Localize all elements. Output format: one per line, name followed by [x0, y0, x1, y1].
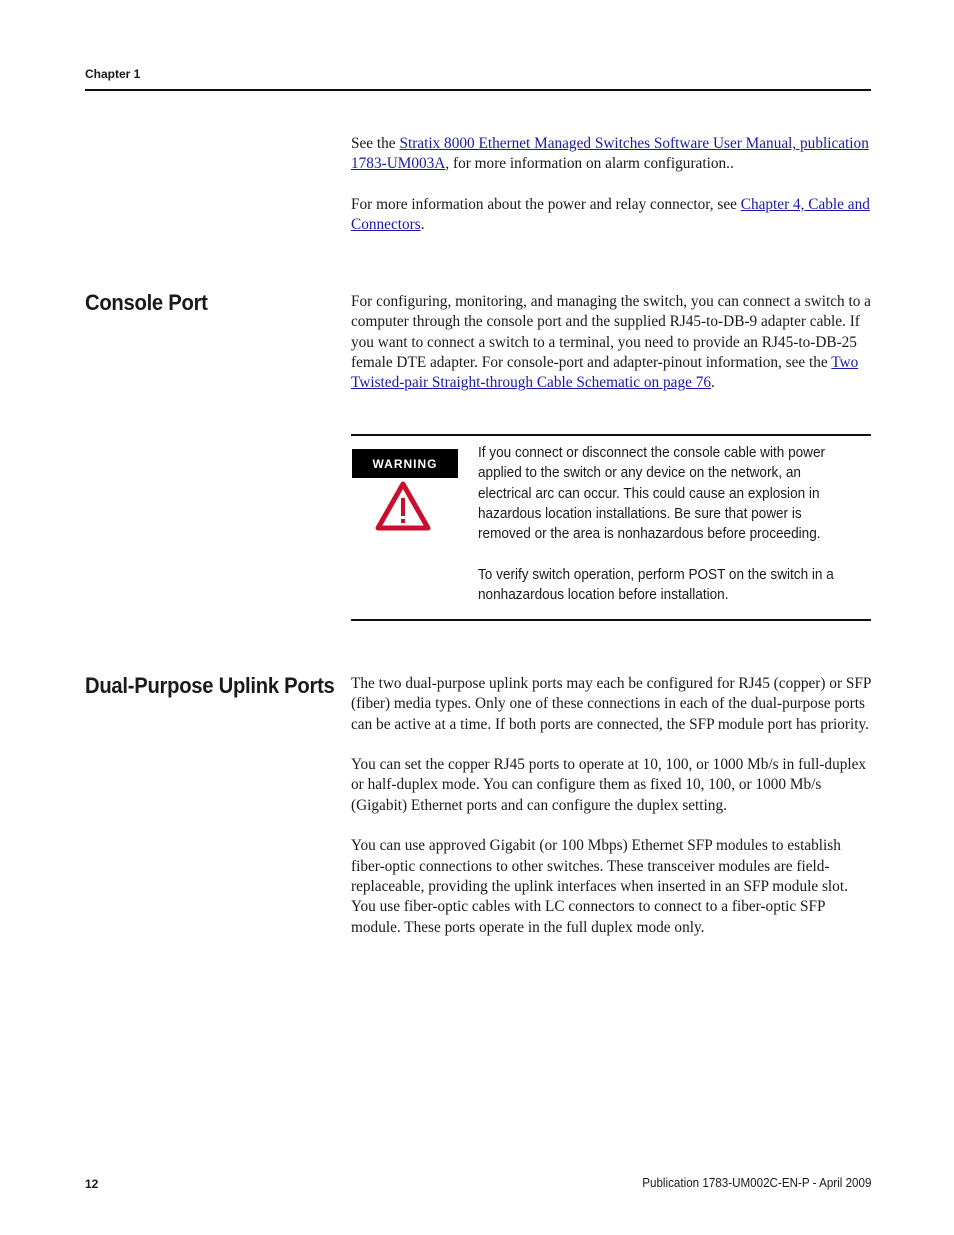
warning-text [478, 443, 845, 605]
chapter-4-link[interactable]: Chapter 4, Cable and Connectors [351, 195, 870, 233]
console-port-body [351, 292, 871, 393]
text: For configuring, monitoring, and managing the switch, you can connect a switch to a computer through the console port and the supplied RJ45-to-DB-9 adapter cable. If you want to connect a switch to a terminal, you need to provide an RJ45-to-DB-25 female DTE adapter. For console-port and adapter-pinout information, see the [351, 293, 871, 371]
software-manual-link[interactable]: Stratix 8000 Ethernet Managed Switches Software User Manual, publication 1783-UM003A [351, 135, 869, 173]
warning-paragraph-2: To verify switch operation, perform POST on the switch in a nonhazardous location before installation. [478, 566, 834, 604]
uplink-ports-body [351, 674, 871, 938]
uplink-paragraph-3: You can use approved Gigabit (or 100 Mbps) Ethernet SFP modules to establish fiber-optic connections to other switches. These transceiver modules are field-replaceable, providing the uplink interfaces when inserted in an SFP module slot. You use fiber-optic cables with LC connectors to connect to a fiber-optic SFP module. These ports operate in the full duplex mode only. [351, 837, 848, 936]
uplink-ports-heading: Dual-Purpose Uplink Ports [85, 673, 335, 698]
uplink-paragraph-2: You can set the copper RJ45 ports to operate at 10, 100, or 1000 Mb/s in full-duplex or half-duplex mode. You can configure them as fixed 10, 100, or 1000 Mb/s (Gigabit) Ethernet ports and can configure the duplex setting. [351, 756, 867, 814]
intro-section [351, 134, 871, 235]
page-number: 12 [85, 1177, 99, 1191]
text: For more information about the power and relay connector, see [351, 195, 741, 213]
cable-schematic-link[interactable]: Two Twisted-pair Straight-through Cable Schematic on page 76 [351, 353, 859, 392]
warning-bottom-rule [351, 619, 871, 621]
warning-badge: WARNING [352, 449, 458, 478]
console-port-heading: Console Port [85, 290, 208, 315]
warning-top-rule [351, 434, 871, 436]
console-port-paragraph [351, 292, 871, 393]
text: See the [351, 135, 400, 152]
text: , for more information on alarm configuration.. [445, 155, 734, 173]
text: . [711, 374, 715, 392]
warning-triangle-icon [375, 481, 431, 531]
header-divider [85, 89, 871, 91]
text: . [420, 215, 425, 233]
warning-paragraph-1: If you connect or disconnect the console cable with power applied to the switch or any device on the network, an electrical arc can occur. This could cause an explosion in hazardous location installations. Be sure that power is removed or the area is nonhazardous before proceeding. [478, 445, 826, 543]
alarm-reference-paragraph [351, 134, 871, 175]
uplink-paragraph-1: The two dual-purpose uplink ports may each be configured for RJ45 (copper) or SFP (fiber) media types. Only one of these connections in each of the dual-purpose ports can be active at a time. If both ports are connected, the SFP module port has priority. [351, 675, 871, 733]
publication-info: Publication 1783-UM002C-EN-P - April 2009 [641, 1176, 871, 1190]
chapter-label: Chapter 1 [85, 67, 141, 81]
connector-reference-paragraph [351, 195, 871, 236]
